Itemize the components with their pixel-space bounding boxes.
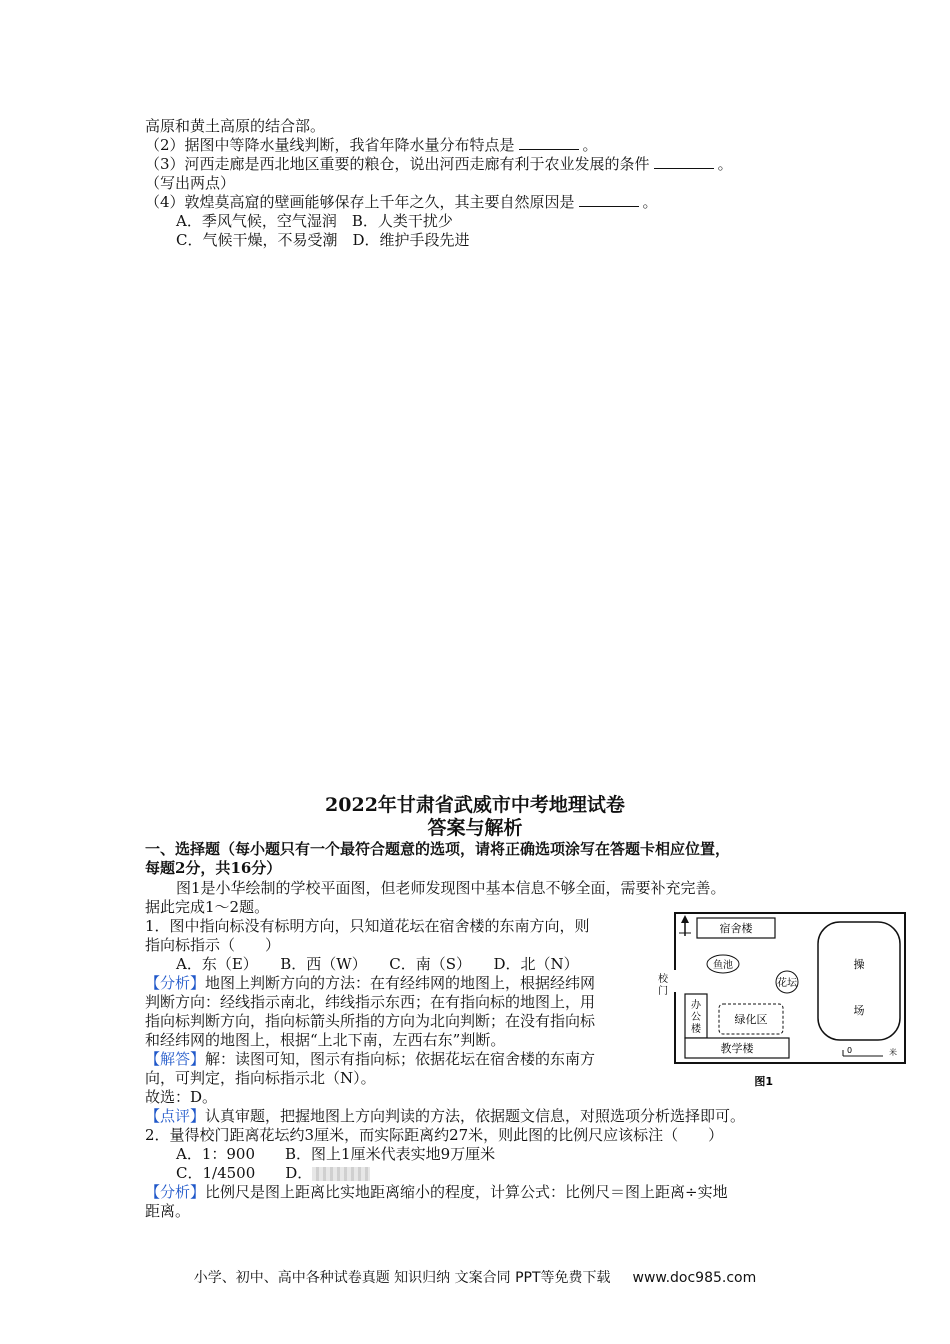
gate-label: 门 — [658, 986, 668, 997]
office-label: 楼 — [691, 1024, 701, 1035]
question-4-line: （4）敦煌莫高窟的壁画能够保存上千年之久，其主要自然原因是 。 — [145, 193, 658, 211]
analysis-line: 指向标判断方向，指向标箭头所指的方向为北向判断；在没有指向标 — [145, 1012, 596, 1030]
text-line: （写出两点） — [145, 174, 236, 192]
answer-tag: 【解答】 — [145, 1050, 206, 1068]
intro-line: 据此完成1～2题。 — [145, 898, 270, 916]
playground — [818, 922, 900, 1040]
playground-label: 场 — [853, 1004, 865, 1017]
question-stem: 指向标指示（ ） — [145, 936, 281, 954]
analysis-line: 和经纬网的地图上，根据“上北下南，左西右东”判断。 — [145, 1031, 506, 1049]
fish-pond-label: 鱼池 — [713, 960, 733, 971]
scale-zero-label: 0 — [847, 1046, 853, 1055]
question-stem: 1．图中指向标没有标明方向，只知道花坛在宿舍楼的东南方向，则 — [145, 917, 590, 935]
answer-line: 【解答】解：读图可知，图示有指向标；依据花坛在宿舍楼的东南方 — [145, 1050, 596, 1068]
intro-line: 图1是小华绘制的学校平面图，但老师发现图中基本信息不够全面，需要补充完善。 — [176, 879, 726, 897]
section-heading: 每题2分，共16分） — [145, 859, 282, 877]
page-footer — [0, 1267, 950, 1287]
analysis-line: 【分析】地图上判断方向的方法：在有经纬网的地图上，根据经纬网 — [145, 974, 596, 992]
blurred-option — [312, 1167, 370, 1181]
option-line: C．气候干燥，不易受潮 D．维护手段先进 — [176, 231, 470, 249]
comment-tag: 【点评】 — [145, 1107, 206, 1125]
answer-blank[interactable] — [519, 137, 579, 150]
section-heading: 一、选择题（每小题只有一个最符合题意的选项，请将正确选项涂写在答题卡相应位置， — [145, 840, 731, 858]
answer-blank[interactable] — [579, 194, 639, 207]
office-label: 公 — [691, 1012, 701, 1023]
office-label: 办 — [691, 1000, 701, 1011]
footer-site-link[interactable]: www.doc985.com — [632, 1270, 757, 1286]
comment-line: 【点评】认真审题，把握地图上方向判读的方法，依据题文信息，对照选项分析选择即可。 — [145, 1107, 746, 1125]
analysis-line: 判断方向：经线指示南北，纬线指示东西；在有指向标的地图上，用 — [145, 993, 596, 1011]
scale-unit-label: 米 — [889, 1048, 897, 1057]
gate-opening — [672, 970, 678, 992]
gate-label: 校 — [658, 974, 668, 985]
playground-label: 操 — [853, 958, 865, 971]
option-line: C．1/4500 D． — [176, 1164, 370, 1183]
answer-line: 向，可判定，指向标指示北（N）。 — [145, 1069, 376, 1087]
analysis-tag: 【分析】 — [145, 1183, 206, 1201]
flower-bed-label: 花坛 — [777, 978, 797, 989]
analysis-line: 距离。 — [145, 1202, 191, 1220]
analysis-tag: 【分析】 — [145, 974, 206, 992]
question-3-line: （3）河西走廊是西北地区重要的粮仓，说出河西走廊有利于农业发展的条件 。 — [145, 155, 733, 173]
question-2-line: （2）据图中等降水量线判断，我省年降水量分布特点是 。 — [145, 136, 598, 154]
answer-line: 故选：D。 — [145, 1088, 218, 1106]
school-map-figure — [655, 910, 910, 1090]
analysis-line: 【分析】比例尺是图上距离比实地距离缩小的程度，计算公式：比例尺＝图上距离÷实地 — [145, 1183, 728, 1201]
answer-blank[interactable] — [654, 156, 714, 169]
question-stem: 2．量得校门距离花坛约3厘米，而实际距离约27米，则此图的比例尺应该标注（ ） — [145, 1126, 724, 1144]
page-subtitle: 答案与解析 — [427, 817, 523, 839]
footer-text: 小学、初中、高中各种试卷真题 知识归纳 文案合同 PPT等免费下载 — [193, 1270, 611, 1286]
page-title: 2022年甘肃省武威市中考地理试卷 — [325, 794, 625, 816]
option-line: A．1：900 B．图上1厘米代表实地9万厘米 — [176, 1145, 496, 1163]
green-area-label: 绿化区 — [734, 1013, 768, 1026]
option-line: A．季风气候，空气湿润 B．人类干扰少 — [176, 212, 453, 230]
teaching-label: 教学楼 — [720, 1042, 754, 1055]
dormitory-label: 宿舍楼 — [719, 922, 753, 935]
text-line: 高原和黄土高原的结合部。 — [145, 117, 326, 135]
option-line: A．东（E） B．西（W） C．南（S） D．北（N） — [176, 955, 579, 973]
figure-caption: 图1 — [754, 1075, 773, 1088]
